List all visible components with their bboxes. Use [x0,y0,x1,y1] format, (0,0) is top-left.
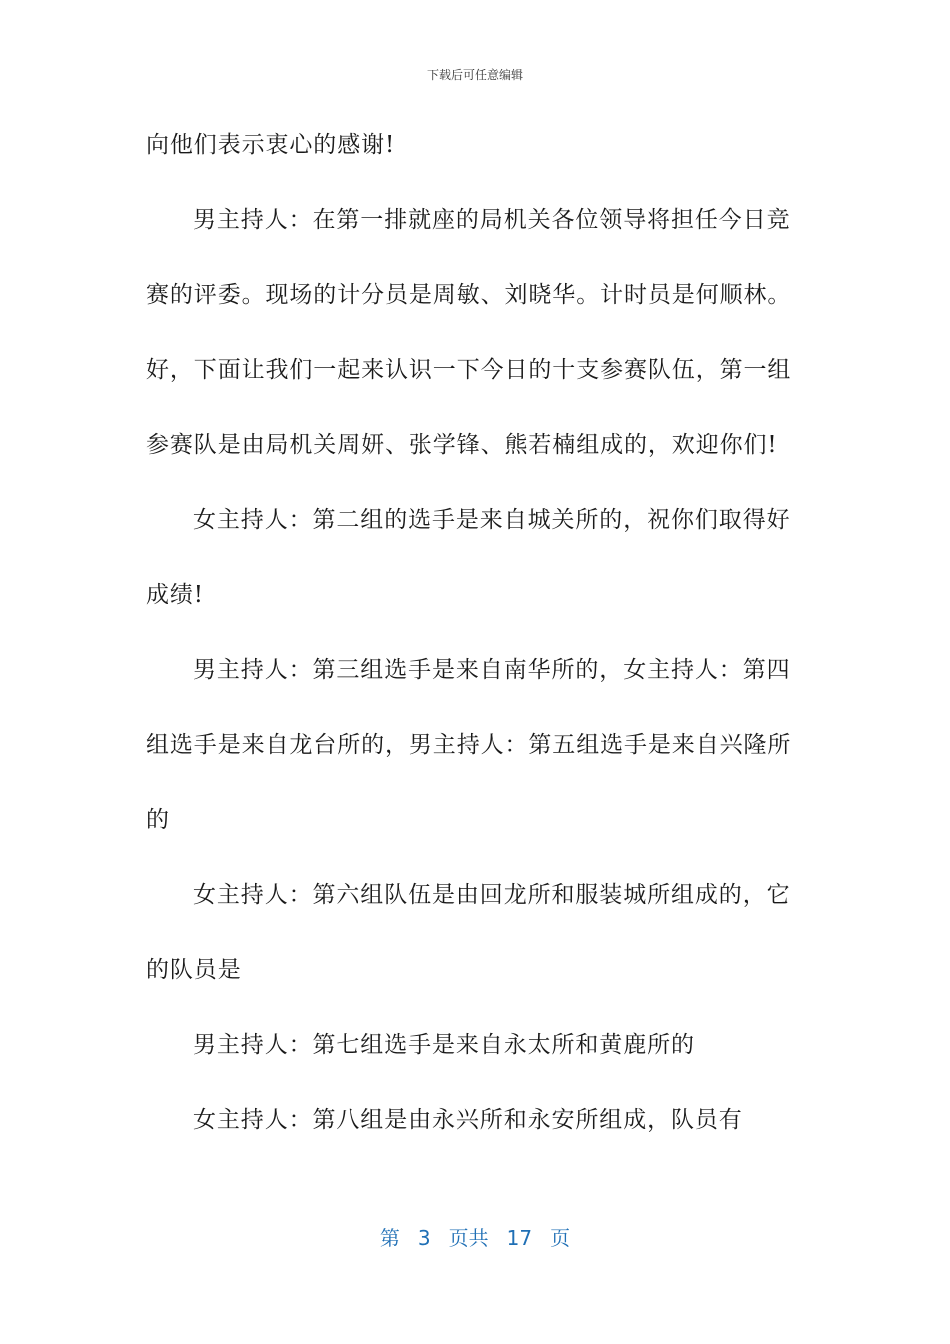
text-line-5: 参赛队是由局机关周妍、张学锋、熊若楠组成的，欢迎你们! [146,432,778,458]
footer-total-pages: 17 [506,1226,533,1250]
page-footer [0,1224,950,1252]
footer-prefix: 第 [379,1226,400,1250]
text-line-4: 好，下面让我们一起来认识一下今日的十支参赛队伍，第一组 [146,357,792,383]
footer-middle: 页共 [448,1226,489,1250]
text-line-7: 成绩! [146,582,204,608]
text-line-13: 男主持人：第七组选手是来自永太所和黄鹿所的 [193,1032,695,1058]
text-line-2: 男主持人：在第一排就座的局机关各位领导将担任今日竞 [193,207,791,233]
text-line-6: 女主持人：第二组的选手是来自城关所的，祝你们取得好 [193,507,791,533]
text-line-8: 男主持人：第三组选手是来自南华所的，女主持人：第四 [193,657,791,683]
document-body [146,122,796,1172]
footer-page-number: 3 [417,1226,431,1250]
text-line-14: 女主持人：第八组是由永兴所和永安所组成，队员有 [193,1107,743,1133]
text-line-12: 的队员是 [146,957,242,983]
text-line-9: 组选手是来自龙台所的，男主持人：第五组选手是来自兴隆所 [146,732,792,758]
footer-suffix: 页 [550,1226,571,1250]
text-line-11: 女主持人：第六组队伍是由回龙所和服装城所组成的，它 [193,882,791,908]
text-line-1: 向他们表示衷心的感谢! [146,132,396,158]
text-line-10: 的 [146,807,170,833]
text-line-3: 赛的评委。现场的计分员是周敏、刘晓华。计时员是何顺林。 [146,282,792,308]
page-header-note: 下载后可任意编辑 [426,68,523,82]
